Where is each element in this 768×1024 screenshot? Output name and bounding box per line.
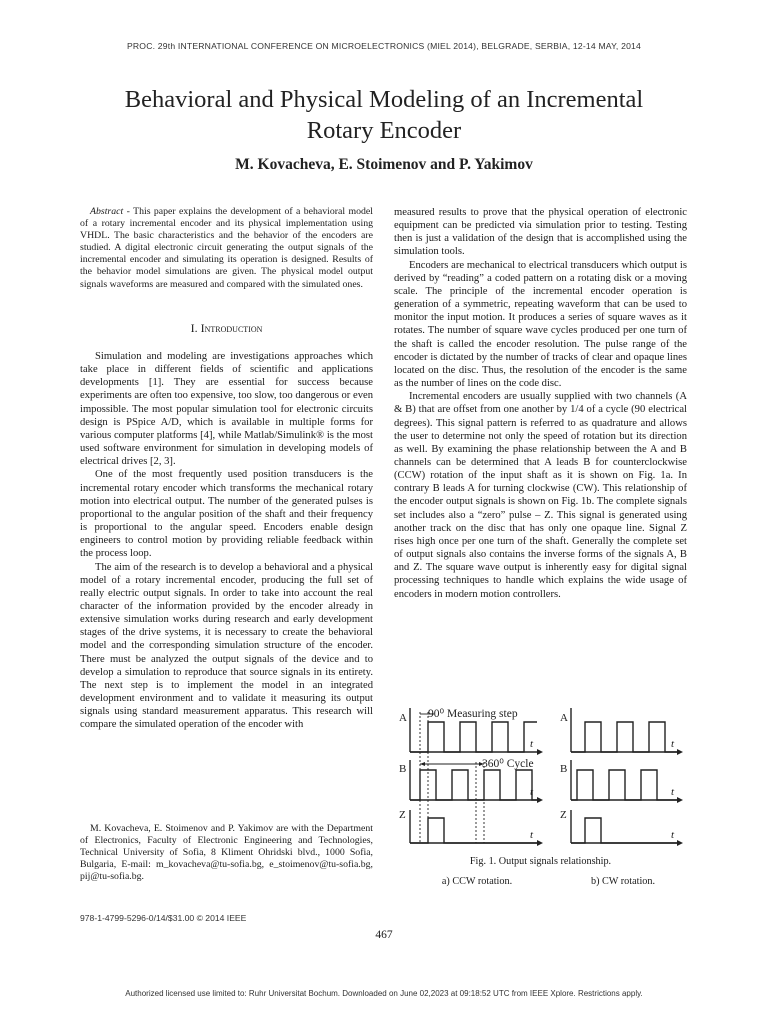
section-title: Introduction <box>200 321 263 335</box>
subcaption-b: b) CW rotation. <box>590 876 656 887</box>
signal-label-b: B <box>399 763 407 775</box>
axis-a-cw <box>571 708 683 755</box>
cycle-arrow <box>420 762 484 766</box>
figure-caption: Fig. 1. Output signals relationship. <box>469 856 612 867</box>
paragraph: Encoders are mechanical to electrical transducers which output is derived by “reading” a coded pattern on a rotating disk or a moving scale. The principle of the incremental encoder operation is generation of a symmetric, repeating waveform that can be used to monitor the input motion. It produces a series of square waves as it rotates. The number of square wave cycles produced per one turn of the shaft is called the encoder resolution. The pulse range of the encoder is dictated by the number of tracks of clear and opaque lines located on the disc. Thus, the resolution of the encoder is the same as the number of lines on the code disc. <box>394 259 687 390</box>
axis-z-cw <box>571 810 683 846</box>
waveform-a-cw <box>571 722 677 752</box>
signal-label-z: Z <box>560 809 567 821</box>
figure-1 <box>394 700 687 860</box>
waveform-z-ccw <box>410 818 537 843</box>
time-label: t <box>530 786 534 798</box>
author-footnote: M. Kovacheva, E. Stoimenov and P. Yakimov are with the Department of Electronics, Faculty of Electronic Engineering and Technologies, Technical University of Sofia, 8 Kliment Ohridski blvd., 1000 Sofia, Bulgaria, E-mail: m_kovacheva@tu-sofia.bg, e_stoimenov@tu-sofia.bg, pij@tu-sofia.bg. <box>80 823 373 883</box>
signal-label-z: Z <box>399 809 406 821</box>
signal-label-b: B <box>560 763 568 775</box>
waveform-z-cw <box>571 818 677 843</box>
section-heading <box>80 321 373 336</box>
license-footer: Authorized licensed use limited to: Ruhr Universitat Bochum. Downloaded on June 02,2023 at 09:18:52 UTC from IEEE Xplore. Restrictions apply. <box>125 989 643 998</box>
waveform-b-cw <box>571 770 677 800</box>
conference-header: PROC. 29th INTERNATIONAL CONFERENCE ON MICROELECTRONICS (MIEL 2014), BELGRADE, SERBIA, 12-14 MAY, 2014 <box>126 41 642 51</box>
left-column-body <box>80 350 373 732</box>
paragraph: Incremental encoders are usually supplied with two channels (A & B) that are offset from one another by 1/4 of a cycle (90 electrical degrees). This signal pattern is referred to as quadrature and allows the user to determine not only the speed of rotation but its direction as well. By examining the phase relationship between the A and B channels can be determined that A leads B for counterclockwise (CCW) rotation of the input shaft as it is shown on Fig. 1a. In contrary B leads A for turning clockwise (CW). This relationship of the encoder output signals is shown on Fig. 1b. The complete signals set includes also a “zero” pulse – Z. This signal is generated using another track on the disc that has only one opaque line. Signal Z rises high once per one turn of the shaft. Generally the complete set of output signals also contains the inverse forms of the signals A, B and Z. The square wave output is inherently easy for digital signal processing techniques to handle which explains the wide usage of encoders in modern motion controllers. <box>394 391 687 600</box>
section-number: I. <box>190 321 201 335</box>
authors: M. Kovacheva, E. Stoimenov and P. Yakimov <box>235 156 533 173</box>
time-label: t <box>671 738 675 750</box>
title-line-1: Behavioral and Physical Modeling of an Incremental <box>124 86 644 113</box>
waveform-b-ccw <box>410 770 537 800</box>
abstract-lead: Abstract <box>90 206 124 217</box>
page-number: 467 <box>375 929 393 941</box>
isbn-line: 978-1-4799-5296-0/14/$31.00 © 2014 IEEE <box>80 913 247 923</box>
paragraph: The aim of the research is to develop a behavioral and a physical model of a rotary incremental encoder, producing the full set of really electric output signals. In order to take into account the real character of the information provided by the encoder already in extensive simulation works during research and early development stages of the drive systems, it is necessary to create the behavioral model and the corresponding simulation structure of the encoder. There must be analyzed the output signals of the device and to develop a simulation to reproduce that source signals in its entirety. The next step is to implement the model in an integrated development environment and to validate it measuring its output signals using standard measurement apparatus. This research will compare the simulated operation of the encoder with <box>80 561 373 731</box>
time-label: t <box>530 829 534 841</box>
title-line-2: Rotary Encoder <box>306 117 462 144</box>
waveform-diagram <box>394 700 687 860</box>
subcaption-a: a) CCW rotation. <box>441 876 513 887</box>
paper-title <box>40 84 728 146</box>
time-label: t <box>671 786 675 798</box>
axis-z-ccw <box>410 810 543 846</box>
time-label: t <box>671 829 675 841</box>
cycle-label: 360⁰ Cycle <box>482 758 534 770</box>
time-label: t <box>530 738 534 750</box>
waveform-a-ccw <box>410 722 537 752</box>
paragraph: Simulation and modeling are investigations approaches which take place in different fields of scientific and applications developments [1]. They are essential for success because experiments are often too expensive, too slow, too dangerous or even impossible. The most popular simulation tool for electronic circuits design is PSpice A/D, which is available in multiple forms for various computer platforms [4], while Matlab/Simulink® is the most used software environment for simulation in developing models of electrical drives [2, 3]. <box>80 351 373 468</box>
right-column-body <box>394 206 687 601</box>
abstract-text: - This paper explains the development of a behavioral model of a rotary incremental encoder and its physical implementation using VHDL. The basic characteristics and the behavior of the encoders are studied. A digital electronic circuit generating the output signals of the incremental encoder and simulating its operation is designed. Results of the behavior model simulations are given. The physical model output signals waveforms are measured and compared with the simulated ones. <box>80 206 373 290</box>
paragraph: One of the most frequently used position transducers is the incremental rotary encoder which transforms the mechanical rotary motion into electrical output. The number of the generated pulses is proportional to the angular position of the shaft and their frequency is proportional to the angular speed. Encoders enable design engineers to control motion by providing reliable feedback within the process loop. <box>80 469 373 560</box>
paragraph: measured results to prove that the physical operation of electronic equipment can be predicted via simulation prior to testing. Testing then is just a validation of the design that is accomplished using the simulation tools. <box>394 207 687 258</box>
axis-b-cw <box>571 760 683 803</box>
abstract <box>80 206 373 291</box>
measuring-step-label: 90⁰ Measuring step <box>428 708 518 720</box>
signal-label-a: A <box>399 712 407 724</box>
signal-label-a: A <box>560 712 568 724</box>
